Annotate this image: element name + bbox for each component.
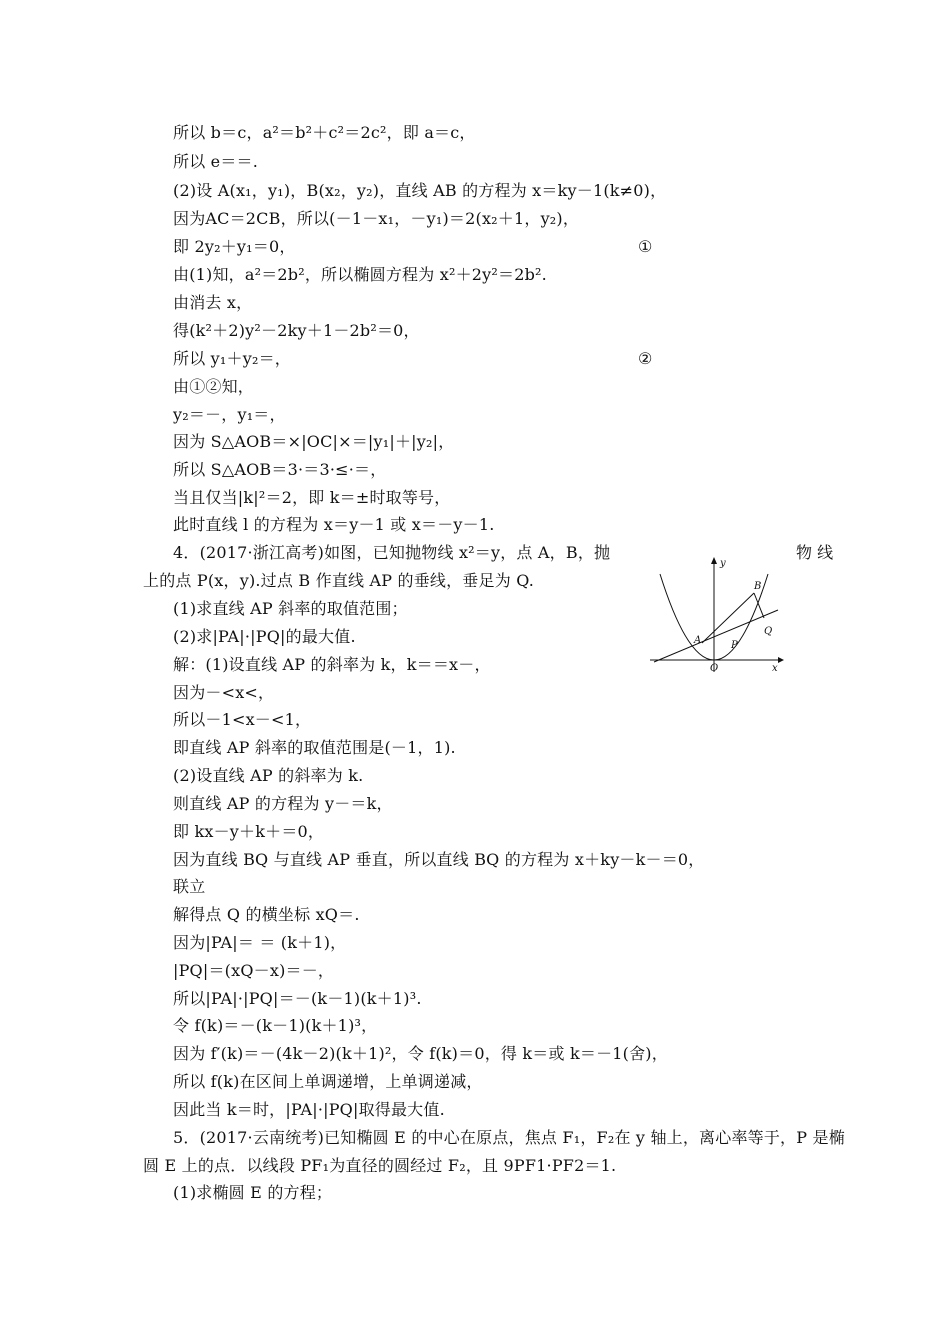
text-line: 得(k²＋2)y²－2ky＋1－2b²＝0，	[173, 321, 420, 340]
label-p: P	[731, 640, 738, 651]
text-line: 因为AC＝2CB，所以(－1－x₁，－y₁)＝2(x₂＋1，y₂)，	[173, 209, 580, 228]
text-line: 因为|PA|＝ ＝ (k＋1)，	[173, 933, 347, 952]
text-line: 由(1)知，a²＝2b²，所以椭圆方程为 x²＋2y²＝2b².	[173, 265, 547, 284]
text-line: 所以 y₁＋y₂＝，	[173, 349, 291, 368]
label-o: O	[710, 663, 719, 674]
text-line: (2)设直线 AP 的斜率为 k.	[173, 766, 364, 785]
text-line: 此时直线 l 的方程为 x＝y－1 或 x＝－y－1.	[173, 515, 495, 534]
text-line: 当且仅当|k|²＝2，即 k＝±时取等号，	[173, 488, 451, 507]
text-line: 所以－1<x－<1，	[173, 710, 312, 729]
text-line: 所以 e＝＝.	[173, 152, 259, 171]
text-fragment: 物 线	[796, 543, 834, 562]
text-line: (1)求椭圆 E 的方程；	[173, 1183, 333, 1202]
text-line: 所以 f(k)在区间上单调递增，上单调递减，	[173, 1072, 483, 1091]
text-line: 因为 S△AOB＝×|OC|×＝|y₁|＋|y₂|，	[173, 432, 455, 451]
line-ab	[702, 593, 754, 643]
label-x: x	[772, 663, 778, 674]
y-axis-arrow-icon	[711, 557, 717, 564]
text-line: y₂＝－，y₁＝，	[173, 405, 286, 424]
label-q: Q	[764, 626, 773, 637]
text-line: 由①②知，	[173, 377, 255, 396]
line-ap	[654, 610, 778, 662]
text-line: (1)求直线 AP 斜率的取值范围；	[173, 599, 408, 618]
equation-marker-1: ①	[638, 237, 653, 256]
label-y: y	[720, 558, 726, 569]
text-line: 因为 f′(k)＝－(4k－2)(k＋1)²，令 f(k)＝0，得 k＝或 k＝－1(舍)，	[173, 1044, 668, 1063]
text-line: |PQ|＝(xQ－x)＝－，	[173, 961, 335, 980]
text-line: 即 kx－y＋k＋＝0，	[173, 822, 325, 841]
label-a: A	[694, 635, 702, 646]
text-line: 因此当 k＝时，|PA|·|PQ|取得最大值.	[173, 1100, 445, 1119]
label-b: B	[754, 581, 762, 592]
text-line: 因为－<x<，	[173, 683, 275, 702]
text-line: 所以|PA|·|PQ|＝－(k－1)(k＋1)³.	[173, 989, 422, 1008]
parabola-figure	[646, 556, 784, 674]
line-bq	[754, 593, 764, 618]
text-line: 即直线 AP 斜率的取值范围是(－1，1).	[173, 738, 456, 757]
text-line: 令 f(k)＝－(k－1)(k＋1)³，	[173, 1016, 378, 1035]
text-line: 解得点 Q 的横坐标 xQ＝.	[173, 905, 360, 924]
text-line: 圆 E 上的点．以线段 PF₁为直径的圆经过 F₂，且 9PF1·PF2＝1.	[143, 1156, 617, 1175]
text-line: 解：(1)设直线 AP 的斜率为 k，k＝＝x－，	[173, 655, 491, 674]
text-line: 由消去 x，	[173, 293, 253, 312]
text-line: 所以 b＝c，a²＝b²＋c²＝2c²，即 a＝c，	[173, 123, 476, 142]
text-line: (2)求|PA|·|PQ|的最大值.	[173, 627, 356, 646]
problem-5-title: 5．(2017·云南统考)已知椭圆 E 的中心在原点，焦点 F₁，F₂在 y 轴上，离心率等于，P 是椭	[173, 1128, 845, 1147]
x-axis-arrow-icon	[778, 657, 784, 663]
text-line: 则直线 AP 的方程为 y－＝k，	[173, 794, 393, 813]
text-line: 所以 S△AOB＝3·＝3·≤·＝，	[173, 460, 387, 479]
text-line: 因为直线 BQ 与直线 AP 垂直，所以直线 BQ 的方程为 x＋ky－k－＝0，	[173, 850, 705, 869]
text-line: 联立	[173, 877, 206, 896]
problem-4-title: 4．(2017·浙江高考)如图，已知抛物线 x²＝y，点 A，B，抛	[173, 543, 611, 562]
equation-marker-2: ②	[638, 349, 653, 368]
text-line: (2)设 A(x₁，y₁)，B(x₂，y₂)，直线 AB 的方程为 x＝ky－1(k≠0)，	[173, 181, 667, 200]
text-line: 上的点 P(x，y).过点 B 作直线 AP 的垂线，垂足为 Q.	[143, 571, 534, 590]
text-line: 即 2y₂＋y₁＝0，	[173, 237, 296, 256]
